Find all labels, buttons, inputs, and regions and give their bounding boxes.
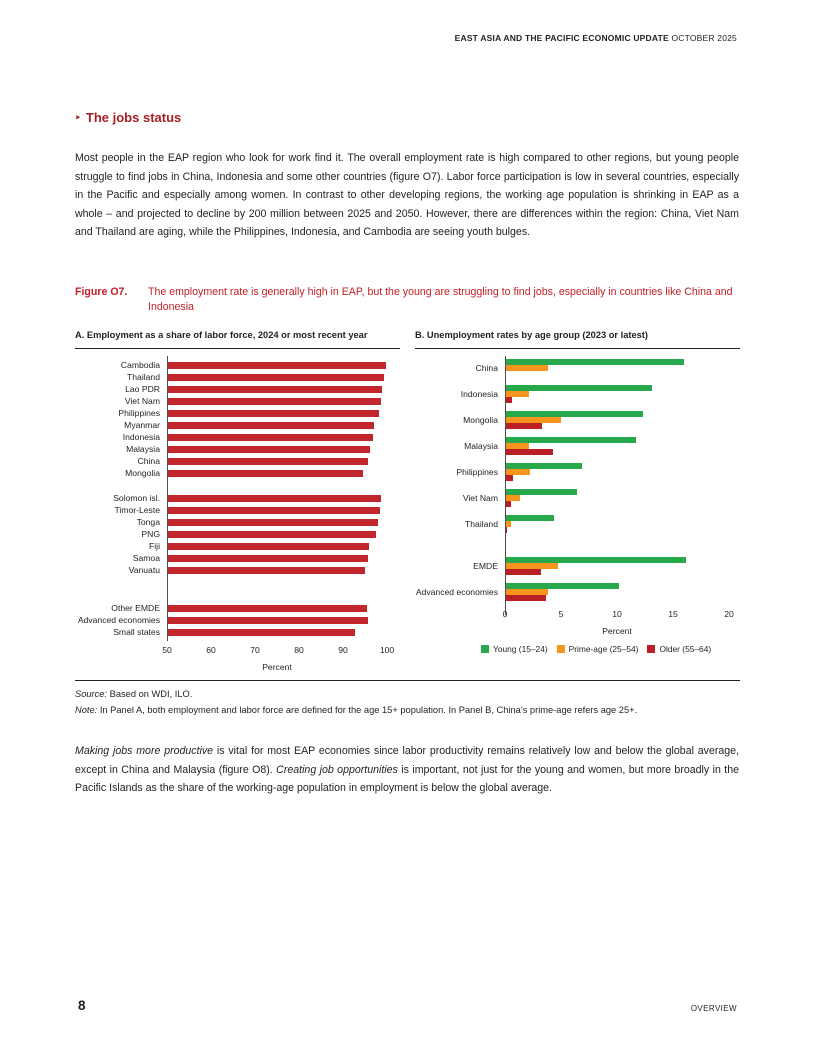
bar-stack [505,385,740,403]
section-heading [75,110,181,125]
category-label: Thailand [127,372,160,382]
employment-bar [167,605,367,612]
panel-a-bar-row [75,407,400,419]
figure-caption [75,285,740,314]
category-label: Malaysia [126,444,160,454]
unemployment-bar [505,365,548,371]
category-label: Thailand [465,519,498,529]
legend-swatch [481,645,489,653]
panel-b [415,330,740,672]
bar-stack [505,359,740,377]
panel-a-bar-row [75,614,400,626]
source-text: Based on WDI, ILO. [109,689,193,699]
bar-area [167,362,400,369]
panel-a-bar-row [75,540,400,552]
figure-o7 [75,285,740,718]
axis-tick-label: 15 [668,609,678,619]
bar-area [167,458,400,465]
unemployment-bar [505,515,554,521]
panel-a-bar-row [75,383,400,395]
employment-bar [167,386,382,393]
bar-area [167,543,400,550]
legend-swatch [557,645,565,653]
category-label: Advanced economies [415,587,498,597]
category-label: Indonesia [122,432,160,442]
panel-a-bar-row [75,504,400,516]
employment-bar [167,531,376,538]
employment-bar [167,629,355,636]
category-label: Viet Nam [462,493,498,503]
note-text: In Panel A, both employment and labor force are defined for the age 15+ population. In Panel B, China’s prime-age refers age 25+. [99,704,638,715]
category-label: Myanmar [124,420,160,430]
report-date: OCTOBER 2025 [671,33,737,43]
axis-tick-label: 5 [558,609,564,619]
employment-bar [167,422,374,429]
triangle-bullet-icon: ‣ [75,113,81,124]
panel-a-bar-row [75,359,400,371]
figure-label: Figure O7. [75,286,128,298]
panel-a-title: A. Employment as a share of labor force, 2024 or most recent year [75,330,400,349]
axis-tick-label: 10 [612,609,622,619]
panel-a-bar-row [75,443,400,455]
category-label: Tonga [136,517,160,527]
employment-bar [167,398,381,405]
bar-area [167,386,400,393]
employment-bar [167,458,368,465]
footer-section-label: OVERVIEW [690,1004,737,1013]
category-label: Viet Nam [124,396,160,406]
category-label: Philippines [118,408,160,418]
category-label: Lao PDR [125,384,160,394]
panel-a-bar-row [75,564,400,576]
unemployment-bar [505,595,546,601]
closing-paragraph [75,742,739,798]
source-label: Source: [75,689,108,699]
bar-area [167,567,400,574]
category-label: Fiji [149,541,160,551]
employment-bar [167,567,365,574]
bar-stack [505,411,740,429]
bar-area [167,470,400,477]
axis-tick-label: 90 [338,645,348,655]
panel-b-bar-row [415,583,740,601]
panel-a-bar-row [75,371,400,383]
category-label: Other EMDE [111,603,160,613]
panel-b-bar-row [415,515,740,533]
bar-area [167,531,400,538]
figure-note [75,703,740,719]
unemployment-bar [505,475,513,481]
panel-b-bar-row [415,463,740,481]
panel-a-bar-row [75,552,400,564]
category-label: Mongolia [125,468,160,478]
employment-bar [167,470,363,477]
employment-bar [167,374,384,381]
category-label: Cambodia [120,360,160,370]
panel-a-bar-row [75,395,400,407]
axis-tick-label: 70 [250,645,260,655]
panel-b-axis-label: Percent [602,626,632,636]
panel-a-bar-row [75,467,400,479]
employment-bar [167,446,370,453]
panel-b-bar-group [415,557,740,601]
unemployment-bar [505,423,542,429]
employment-bar [167,495,381,502]
panel-a-bar-row [75,431,400,443]
page-number: 8 [78,998,86,1013]
panel-b-bar-row [415,557,740,575]
panel-b-bar-group [415,359,740,533]
figure-source [75,687,740,703]
bar-area [167,434,400,441]
unemployment-bar [505,397,512,403]
panel-b-legend [481,644,740,654]
note-label: Note: [75,704,98,715]
legend-swatch [647,645,655,653]
emphasized-text: Making jobs more productive [75,745,214,757]
bar-area [167,398,400,405]
bar-stack [505,557,740,575]
axis-tick-label: 0 [502,609,508,619]
employment-bar [167,410,379,417]
bar-area [167,422,400,429]
bar-area [167,374,400,381]
panel-a [75,330,400,672]
panel-b-y-axis [505,356,507,615]
axis-tick-label: 100 [379,645,395,655]
employment-bar [167,543,369,550]
panel-b-bar-row [415,411,740,429]
legend-item [557,644,639,654]
legend-item [647,644,711,654]
bar-stack [505,489,740,507]
report-title: EAST ASIA AND THE PACIFIC ECONOMIC UPDATE [454,33,669,43]
category-label: PNG [141,529,160,539]
figure-panels [75,330,740,672]
legend-label: Older (55–64) [659,644,712,654]
category-label: China [137,456,160,466]
category-label: Samoa [132,553,160,563]
panel-a-axis-label: Percent [262,662,292,672]
employment-bar [167,362,386,369]
panel-b-bar-row [415,359,740,377]
bar-area [167,507,400,514]
bar-stack [505,515,740,533]
panel-a-bar-group [75,359,400,479]
bar-area [167,555,400,562]
panel-a-bar-row [75,528,400,540]
legend-item [481,644,548,654]
category-label: Advanced economies [77,615,160,625]
panel-a-axis-ticks [162,645,395,657]
axis-tick-label: 20 [724,609,734,619]
running-header [455,33,737,43]
panel-a-bar-group [75,602,400,638]
axis-tick-label: 60 [206,645,216,655]
bar-stack [505,583,740,601]
bar-area [167,495,400,502]
bar-area [167,410,400,417]
category-label: Vanuatu [128,565,160,575]
category-label: Indonesia [460,389,498,399]
employment-bar [167,507,380,514]
panel-b-chart [415,359,740,601]
plain-text: is important, not just for the young and women, but more broadly in the Pacific Islands as the share of the working-age population in employment is below the global average. [75,763,739,795]
plain-text: is vital for most EAP economies since labor productivity remains relatively low and below the global average, except in China and Malaysia (figure O8). [75,745,739,776]
panel-a-chart [75,359,400,638]
bar-area [167,629,400,636]
figure-title: The employment rate is generally high in EAP, but the young are struggling to find jobs, especially in countries like China and Indonesia [148,286,733,313]
panel-a-bar-row [75,626,400,638]
unemployment-bar [505,449,553,455]
employment-bar [167,617,368,624]
panel-b-bar-row [415,437,740,455]
category-label: Mongolia [463,415,498,425]
category-label: China [475,363,498,373]
bar-area [167,617,400,624]
category-label: Small states [113,627,160,637]
category-label: Malaysia [464,441,498,451]
panel-a-y-axis [167,356,169,641]
bar-stack [505,437,740,455]
panel-a-bar-row [75,516,400,528]
intro-paragraph: Most people in the EAP region who look for work find it. The overall employment rate is high compared to other regions, but young people struggle to find jobs in China, Indonesia and some other countries (figure O7). Labor force participation is low in several countries, especially in the Pacific and especially among women. In contrast to other developing regions, the working age population is shrinking in EAP as a whole – and projected to decline by 200 million between 2025 and 2050. However, there are differences within the region: China, Viet Nam and Thailand are aging, while the Philippines, Indonesia, and Cambodia are seeing youth bulges. [75,152,739,239]
bar-area [167,519,400,526]
panel-b-bar-row [415,489,740,507]
panel-a-bar-row [75,455,400,467]
employment-bar [167,434,373,441]
panel-b-bar-row [415,385,740,403]
bar-stack [505,463,740,481]
employment-bar [167,555,368,562]
panel-b-axis-ticks [502,609,734,621]
bar-area [167,605,400,612]
category-label: Timor-Leste [114,505,160,515]
axis-tick-label: 50 [162,645,172,655]
emphasized-text: Creating job opportunities [276,763,398,776]
unemployment-bar [505,569,541,575]
panel-a-bar-group [75,492,400,576]
panel-a-bar-row [75,492,400,504]
panel-a-bar-row [75,602,400,614]
employment-bar [167,519,378,526]
category-label: Solomon isl. [113,493,160,503]
legend-label: Young (15–24) [493,644,548,654]
section-title: The jobs status [85,110,182,125]
panel-b-title: B. Unemployment rates by age group (2023 or latest) [415,330,740,349]
axis-tick-label: 80 [294,645,304,655]
category-label: Philippines [456,467,498,477]
category-label: EMDE [473,561,498,571]
figure-bottom-rule [75,680,740,681]
legend-label: Prime-age (25–54) [568,644,639,654]
panel-a-bar-row [75,419,400,431]
bar-area [167,446,400,453]
